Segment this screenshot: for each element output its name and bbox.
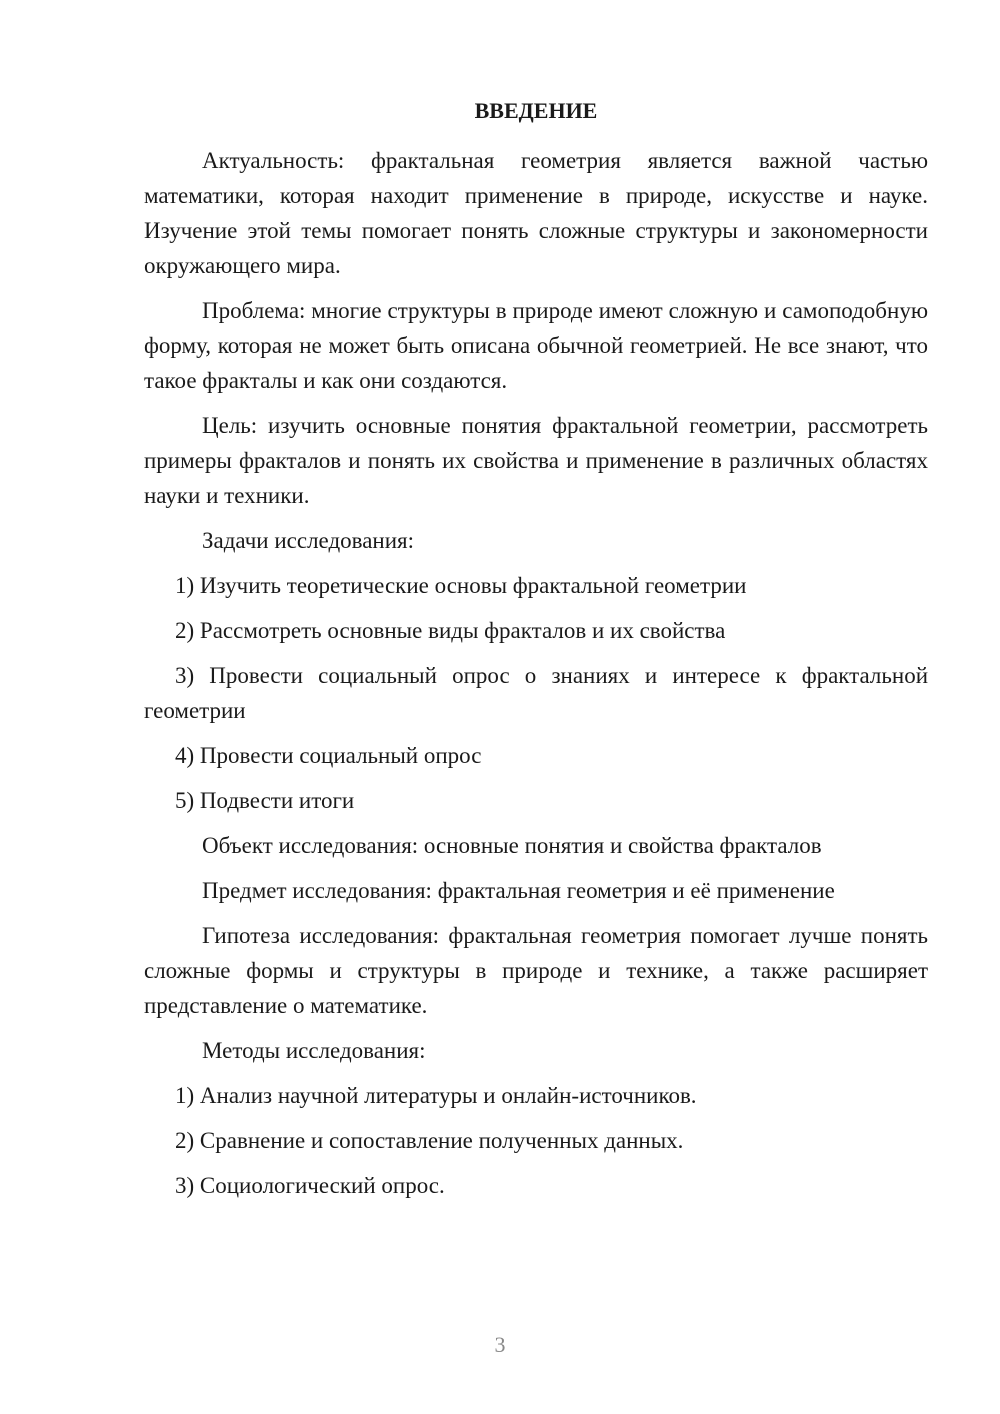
task-item-2: 2) Рассмотреть основные виды фракталов и их свойства — [175, 618, 726, 643]
section-title: ВВЕДЕНИЕ — [474, 98, 598, 123]
document-page — [144, 96, 928, 1213]
task-item-5: 5) Подвести итоги — [175, 788, 355, 813]
method-item-3: 3) Социологический опрос. — [175, 1173, 445, 1198]
paragraph-relevance: Актуальность: фрактальная геометрия является важной частью математики, которая находит применение в природе, искусстве и науке. Изучение этой темы помогает понять сложные структуры и закономерности окружающего мира. — [144, 148, 928, 278]
page-number: 3 — [494, 1332, 506, 1357]
paragraph-goal: Цель: изучить основные понятия фрактальной геометрии, рассмотреть примеры фракталов и понять их свойства и применение в различных областях науки и техники. — [144, 413, 928, 508]
task-item-3: 3) Провести социальный опрос о знаниях и интересе к фрактальной геометрии — [144, 663, 928, 723]
task-item-1: 1) Изучить теоретические основы фрактальной геометрии — [175, 573, 747, 598]
research-hypothesis: Гипотеза исследования: фрактальная геометрия помогает лучше понять сложные формы и структуры в природе и технике, а также расширяет представление о математике. — [144, 923, 928, 1018]
research-subject: Предмет исследования: фрактальная геометрия и её применение — [202, 878, 835, 903]
method-item-2: 2) Сравнение и сопоставление полученных данных. — [175, 1128, 684, 1153]
tasks-heading: Задачи исследования: — [202, 528, 415, 553]
method-item-1: 1) Анализ научной литературы и онлайн-источников. — [175, 1083, 697, 1108]
research-object: Объект исследования: основные понятия и свойства фракталов — [202, 833, 822, 858]
paragraph-problem: Проблема: многие структуры в природе имеют сложную и самоподобную форму, которая не может быть описана обычной геометрией. Не все знают, что такое фракталы и как они создаются. — [144, 298, 928, 393]
task-item-4: 4) Провести социальный опрос — [175, 743, 482, 768]
methods-heading: Методы исследования: — [202, 1038, 426, 1063]
